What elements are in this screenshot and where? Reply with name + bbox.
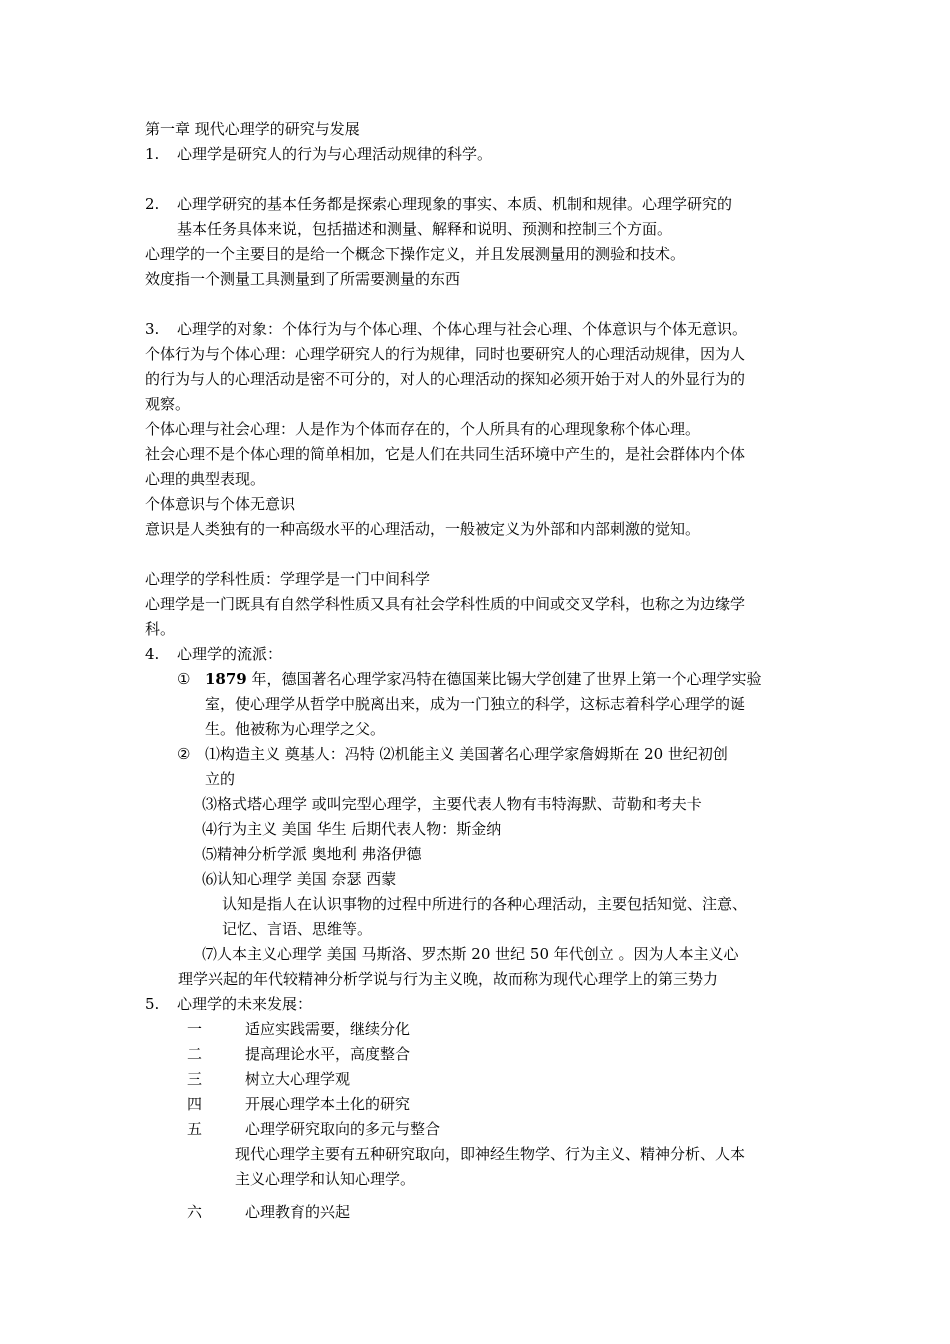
section-number: 3. xyxy=(145,320,160,338)
item-marker: 六 xyxy=(187,1203,203,1221)
school-item: ⑸精神分析学派 奥地利 弗洛伊德 xyxy=(202,845,422,863)
item-text: ⑴构造主义 奠基人：冯特 ⑵机能主义 美国著名心理学家詹姆斯在 20 世纪初创 xyxy=(205,745,728,763)
list-item-continuation: 室，使心理学从哲学中脱离出来，成为一门独立的科学，这标志着科学心理学的诞 xyxy=(205,695,746,713)
paragraph: 个体心理与社会心理：人是作为个体而存在的，个人所具有的心理现象称个体心理。 xyxy=(145,420,701,438)
list-item xyxy=(145,742,810,767)
paragraph: 科。 xyxy=(145,620,176,638)
item-text: 提高理论水平，高度整合 xyxy=(245,1045,411,1063)
section-text: 心理学的对象：个体行为与个体心理、个体心理与社会心理、个体意识与个体无意识。 xyxy=(177,320,748,338)
section-text: 心理学的未来发展： xyxy=(177,995,313,1013)
paragraph: 个体行为与个体心理：心理学研究人的行为规律，同时也要研究人的心理活动规律，因为人 xyxy=(145,345,746,363)
list-item xyxy=(145,1067,810,1092)
item-text: 心理学研究取向的多元与整合 xyxy=(245,1120,441,1138)
section-4 xyxy=(145,642,810,667)
school-item: ⑷行为主义 美国 华生 后期代表人物：斯金纳 xyxy=(202,820,502,838)
section-number: 5. xyxy=(145,995,160,1013)
section-text: 心理学的流派： xyxy=(177,645,283,663)
list-item xyxy=(145,1092,810,1117)
section-number: 1. xyxy=(145,145,160,163)
section-number: 4. xyxy=(145,645,160,663)
section-5 xyxy=(145,992,810,1017)
paragraph: 心理学是一门既具有自然学科性质又具有社会学科性质的中间或交叉学科，也称之为边缘学 xyxy=(145,595,746,613)
paragraph: 效度指一个测量工具测量到了所需要测量的东西 xyxy=(145,270,461,288)
item-text: 适应实践需要，继续分化 xyxy=(245,1020,411,1038)
list-item xyxy=(145,1017,810,1042)
school-item: ⑶格式塔心理学 或叫完型心理学，主要代表人物有韦特海默、苛勒和考夫卡 xyxy=(202,795,702,813)
paragraph: 个体意识与个体无意识 xyxy=(145,495,296,513)
item-text: 年，德国著名心理学家冯特在德国莱比锡大学创建了世界上第一个心理学实验 xyxy=(246,670,762,688)
paragraph: 社会心理不是个体心理的简单相加，它是人们在共同生活环境中产生的，是社会群体内个体 xyxy=(145,445,746,463)
school-item-continuation: 理学兴起的年代较精神分析学说与行为主义晚，故而称为现代心理学上的第三势力 xyxy=(178,970,719,988)
list-item xyxy=(145,1042,810,1067)
paragraph: 主义心理学和认知心理学。 xyxy=(235,1170,416,1188)
document-page xyxy=(145,117,810,1225)
item-marker: 四 xyxy=(187,1095,203,1113)
chapter-title: 第一章 现代心理学的研究与发展 xyxy=(145,120,360,138)
paragraph: 心理学的一个主要目的是给一个概念下操作定义，并且发展测量用的测验和技术。 xyxy=(145,245,686,263)
paragraph: 的行为与人的心理活动是密不可分的，对人的心理活动的探知必须开始于对人的外显行为的 xyxy=(145,370,746,388)
list-item-continuation: 立的 xyxy=(205,770,236,788)
item-marker: 一 xyxy=(187,1020,203,1038)
item-marker: 三 xyxy=(187,1070,203,1088)
section-2 xyxy=(145,192,810,217)
list-item xyxy=(145,1200,810,1225)
section-1 xyxy=(145,142,810,167)
item-marker: 二 xyxy=(187,1045,203,1063)
list-item xyxy=(145,667,810,692)
paragraph: 观察。 xyxy=(145,395,191,413)
school-item: ⑹认知心理学 美国 奈瑟 西蒙 xyxy=(202,870,397,888)
section-number: 2. xyxy=(145,195,160,213)
section-text: 心理学是研究人的行为与心理活动规律的科学。 xyxy=(177,145,493,163)
list-item xyxy=(145,1117,810,1142)
section-text: 心理学研究的基本任务都是探索心理现象的事实、本质、机制和规律。心理学研究的 xyxy=(177,195,733,213)
item-marker: 五 xyxy=(187,1120,203,1138)
item-text: 心理教育的兴起 xyxy=(245,1203,351,1221)
paragraph: 现代心理学主要有五种研究取向，即神经生物学、行为主义、精神分析、人本 xyxy=(235,1145,746,1163)
paragraph: 认知是指人在认识事物的过程中所进行的各种心理活动，主要包括知觉、注意、 xyxy=(222,895,748,913)
item-marker: ② xyxy=(177,745,191,763)
list-item-continuation: 生。他被称为心理学之父。 xyxy=(205,720,386,738)
year: 1879 xyxy=(205,670,247,688)
item-marker: ① xyxy=(177,670,191,688)
school-item: ⑺人本主义心理学 美国 马斯洛、罗杰斯 20 世纪 50 年代创立 。因为人本主义心 xyxy=(202,945,739,963)
paragraph: 心理学的学科性质：学理学是一门中间科学 xyxy=(145,570,431,588)
paragraph: 记忆、言语、思维等。 xyxy=(222,920,373,938)
item-text: 树立大心理学观 xyxy=(245,1070,351,1088)
paragraph: 意识是人类独有的一种高级水平的心理活动，一般被定义为外部和内部刺激的觉知。 xyxy=(145,520,701,538)
section-2-continuation: 基本任务具体来说，包括描述和测量、解释和说明、预测和控制三个方面。 xyxy=(177,220,673,238)
item-text: 开展心理学本土化的研究 xyxy=(245,1095,411,1113)
paragraph: 心理的典型表现。 xyxy=(145,470,266,488)
section-3 xyxy=(145,317,810,342)
